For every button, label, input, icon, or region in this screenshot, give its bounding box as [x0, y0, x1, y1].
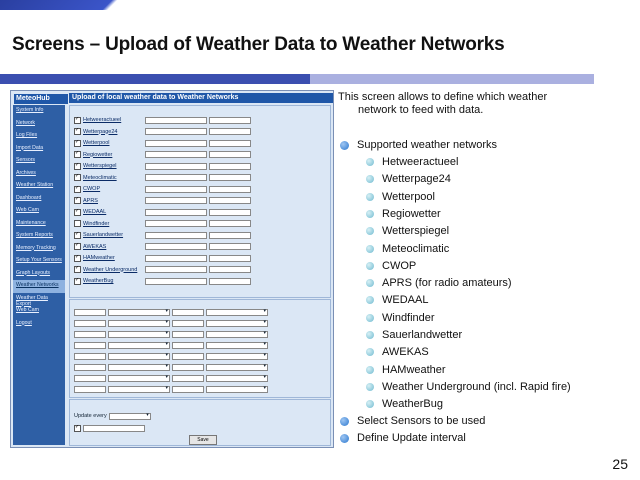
bullet-text: Define Update interval — [357, 432, 466, 444]
network-row — [74, 174, 326, 182]
nav-item[interactable]: Setup Your Sensors — [16, 257, 62, 263]
sub-bullet-item — [366, 242, 449, 256]
nav-item-active[interactable]: Weather Networks — [13, 280, 65, 293]
description-line-1: This screen allows to define which weather — [338, 91, 548, 103]
meteohub-heading: Upload of local weather data to Weather Networks — [69, 93, 334, 103]
network-name[interactable]: Meteoclimatic — [83, 174, 117, 181]
sub-bullet-text: Windfinder — [382, 311, 435, 324]
network-checkbox[interactable] — [74, 174, 81, 181]
sub-bullet-icon — [366, 158, 374, 166]
sensor-label-field — [74, 342, 106, 349]
network-password-field[interactable] — [209, 140, 251, 147]
network-checkbox[interactable] — [74, 243, 81, 250]
update-every-label: Update every — [74, 413, 107, 419]
network-id-field[interactable] — [145, 266, 207, 273]
network-name[interactable]: WEDAAL — [83, 209, 107, 215]
slide-title: Screens – Upload of Weather Data to Weather Networks — [12, 34, 505, 55]
network-checkbox[interactable] — [74, 278, 81, 285]
sensor-label-field — [172, 353, 204, 360]
sub-bullet-item — [366, 276, 512, 290]
sensor-label-field — [74, 364, 106, 371]
network-password-field[interactable] — [209, 266, 251, 273]
network-name[interactable]: Sauerlandwetter — [83, 232, 124, 238]
sensor-select[interactable] — [108, 320, 170, 327]
nav-item[interactable]: Log Files — [16, 132, 38, 138]
sensor-row — [74, 374, 326, 382]
sensor-select[interactable] — [206, 342, 268, 349]
sensor-label-field — [172, 386, 204, 393]
sensor-label-field — [172, 342, 204, 349]
sub-bullet-text: CWOP — [382, 259, 417, 272]
nav-item[interactable]: Web Cam — [16, 307, 39, 313]
network-name[interactable]: Hetweeractueel — [83, 117, 122, 123]
sub-bullet-text: Wetterpool — [382, 190, 435, 203]
sensor-select[interactable] — [206, 320, 268, 327]
network-row — [74, 185, 326, 193]
network-password-field[interactable] — [209, 232, 251, 239]
sensor-label-field — [74, 353, 106, 360]
meteohub-logo: MeteoHub — [14, 94, 68, 104]
network-checkbox[interactable] — [74, 128, 81, 135]
update-interval-select[interactable] — [109, 413, 151, 420]
nav-item[interactable]: Import Data — [16, 144, 44, 151]
network-row — [74, 231, 326, 239]
description-line-2: network to feed with data. — [358, 104, 484, 116]
sub-bullet-text: Meteoclimatic — [382, 242, 450, 255]
sub-bullet-item — [366, 259, 416, 273]
network-name[interactable]: Weather Underground — [83, 266, 138, 273]
sensor-select[interactable] — [108, 364, 170, 371]
sensor-select[interactable] — [108, 386, 170, 393]
network-password-field[interactable] — [209, 278, 251, 285]
sub-bullet-icon — [366, 279, 374, 287]
sensor-select[interactable] — [108, 353, 170, 360]
nav-item[interactable]: Logout — [16, 319, 32, 326]
network-row — [74, 208, 326, 216]
network-id-field[interactable] — [145, 197, 207, 204]
sensor-label-field — [74, 375, 106, 382]
sensor-label-field — [172, 320, 204, 327]
meteohub-screenshot — [10, 90, 334, 448]
sub-bullet-item — [366, 155, 458, 169]
network-row — [74, 266, 326, 274]
network-checkbox[interactable] — [74, 151, 81, 158]
description — [338, 91, 588, 117]
network-name[interactable]: Wetterpage24 — [83, 128, 118, 135]
sensor-label-field — [74, 331, 106, 338]
sensor-label-field — [172, 309, 204, 316]
title-bar-light — [310, 74, 594, 84]
network-name[interactable]: AWEKAS — [83, 243, 107, 250]
network-id-field[interactable] — [145, 117, 207, 124]
network-checkbox[interactable] — [74, 140, 81, 147]
network-row — [74, 254, 326, 262]
network-row — [74, 151, 326, 159]
nav-item[interactable]: Network — [16, 119, 36, 126]
sensor-select[interactable] — [108, 309, 170, 316]
network-checkbox[interactable] — [74, 197, 81, 204]
nav-item[interactable]: Web Cam — [16, 207, 39, 213]
sub-bullet-item — [366, 380, 571, 394]
sub-bullet-icon — [366, 366, 374, 374]
sensor-select[interactable] — [108, 375, 170, 382]
bullet-text: Supported weather networks — [357, 139, 498, 151]
sensor-label-field — [74, 309, 106, 316]
sub-bullet-text: WEDAAL — [382, 294, 429, 307]
network-id-field[interactable] — [145, 163, 207, 170]
network-id-field[interactable] — [145, 243, 207, 250]
sensor-select[interactable] — [206, 309, 268, 316]
network-name[interactable]: Windfinder — [83, 220, 110, 227]
meteohub-nav — [13, 105, 65, 445]
sub-bullet-text: Sauerlandwetter — [382, 329, 463, 341]
network-name[interactable]: HAMweather — [83, 255, 115, 261]
bullet-define-interval — [340, 431, 466, 445]
bullet-icon — [340, 141, 349, 150]
network-checkbox[interactable] — [74, 220, 81, 227]
sub-bullet-icon — [366, 348, 374, 356]
sensor-label-field — [74, 320, 106, 327]
network-checkbox[interactable] — [74, 232, 81, 239]
network-password-field[interactable] — [209, 117, 251, 124]
sub-bullet-item — [366, 328, 462, 342]
sub-bullet-text: HAMweather — [382, 363, 446, 376]
nav-item[interactable]: Weather Station — [16, 182, 54, 188]
network-password-field[interactable] — [209, 174, 251, 181]
network-password-field[interactable] — [209, 197, 251, 204]
sub-bullet-text: WeatherBug — [382, 398, 443, 411]
network-checkbox[interactable] — [74, 163, 81, 170]
network-name[interactable]: Regiowetter — [83, 151, 113, 158]
nav-item[interactable]: Memory Tracking — [16, 244, 56, 251]
sub-bullet-item — [366, 345, 429, 359]
network-row — [74, 243, 326, 251]
sensor-row — [74, 330, 326, 338]
network-row — [74, 220, 326, 228]
bullet-icon — [340, 434, 349, 443]
save-button[interactable]: Save — [189, 435, 217, 445]
sensor-select[interactable] — [108, 342, 170, 349]
network-name[interactable]: WeatherBug — [83, 278, 114, 284]
network-password-field[interactable] — [209, 243, 251, 250]
network-password-field[interactable] — [209, 220, 251, 227]
network-row — [74, 128, 326, 136]
nav-item[interactable]: Archives — [16, 169, 36, 176]
network-name[interactable]: CWOP — [83, 186, 101, 192]
interval-checkbox[interactable] — [74, 425, 81, 432]
sub-bullet-text: Wetterspiegel — [382, 225, 450, 238]
bullet-select-sensors — [340, 414, 485, 428]
sub-bullet-text: Wetterpage24 — [382, 173, 451, 186]
sub-bullet-icon — [366, 314, 374, 322]
sub-bullet-item — [366, 207, 441, 221]
network-id-field[interactable] — [145, 140, 207, 147]
network-password-field[interactable] — [209, 255, 251, 262]
sensor-row — [74, 341, 326, 349]
network-id-field[interactable] — [145, 186, 207, 193]
sensor-select[interactable] — [206, 375, 268, 382]
network-password-field[interactable] — [209, 151, 251, 158]
network-name[interactable]: Wetterpool — [83, 140, 110, 146]
sensor-select[interactable] — [206, 353, 268, 360]
sub-bullet-icon — [366, 245, 374, 253]
sub-bullet-icon — [366, 400, 374, 408]
sub-bullet-icon — [366, 227, 374, 235]
network-checkbox[interactable] — [74, 255, 81, 262]
page-number: 25 — [612, 456, 628, 472]
sub-bullet-item — [366, 224, 449, 238]
sensor-select[interactable] — [108, 331, 170, 338]
networks-panel — [69, 105, 331, 298]
network-password-field[interactable] — [209, 163, 251, 170]
network-row — [74, 116, 326, 124]
sub-bullet-icon — [366, 175, 374, 183]
nav-item[interactable]: Graph Layouts — [16, 269, 51, 276]
network-row — [74, 197, 326, 205]
network-checkbox[interactable] — [74, 186, 81, 193]
sensors-panel — [69, 299, 331, 398]
sensor-select[interactable] — [206, 364, 268, 371]
sensor-label-field — [172, 375, 204, 382]
sub-bullet-icon — [366, 193, 374, 201]
sub-bullet-text: APRS (for radio amateurs) — [382, 277, 512, 290]
sensor-row — [74, 352, 326, 360]
network-row — [74, 162, 326, 170]
sub-bullet-icon — [366, 331, 374, 339]
network-checkbox[interactable] — [74, 209, 81, 216]
bullet-icon — [340, 417, 349, 426]
network-id-field[interactable] — [145, 128, 207, 135]
network-row — [74, 277, 326, 285]
sensor-row — [74, 385, 326, 393]
sensor-label-field — [172, 331, 204, 338]
network-checkbox[interactable] — [74, 117, 81, 124]
network-name[interactable]: APRS — [83, 197, 98, 204]
sub-bullet-text: AWEKAS — [382, 346, 429, 359]
nav-item[interactable]: Weather Data Export — [16, 294, 48, 307]
network-password-field[interactable] — [209, 209, 251, 216]
nav-item[interactable]: Dashboard — [16, 194, 42, 201]
bullet-text: Select Sensors to be used — [357, 415, 486, 427]
bullet-supported — [340, 138, 497, 152]
sub-bullet-text: Hetweeractueel — [382, 156, 459, 168]
sub-bullet-item — [366, 311, 435, 325]
network-id-field[interactable] — [145, 220, 207, 227]
sub-bullet-item — [366, 363, 446, 377]
sensor-row — [74, 308, 326, 316]
network-name[interactable]: Wetterspiegel — [83, 163, 117, 169]
nav-item[interactable]: System Reports — [16, 232, 53, 238]
sub-bullet-text: Regiowetter — [382, 207, 441, 220]
network-id-field[interactable] — [145, 255, 207, 262]
sensor-row — [74, 363, 326, 371]
interval-option-field — [83, 425, 145, 432]
nav-item[interactable]: System Info — [16, 107, 44, 113]
nav-item[interactable]: Maintenance — [16, 219, 46, 226]
sub-bullet-item — [366, 172, 451, 186]
sub-bullet-icon — [366, 262, 374, 270]
sub-bullet-icon — [366, 210, 374, 218]
network-id-field[interactable] — [145, 209, 207, 216]
sensor-select[interactable] — [206, 331, 268, 338]
title-bar-dark — [0, 74, 310, 84]
network-id-field[interactable] — [145, 174, 207, 181]
sensor-row — [74, 319, 326, 327]
sensor-label-field — [172, 364, 204, 371]
sub-bullet-icon — [366, 383, 374, 391]
sub-bullet-item — [366, 190, 435, 204]
network-password-field[interactable] — [209, 128, 251, 135]
sub-bullet-item — [366, 293, 428, 307]
network-checkbox[interactable] — [74, 266, 81, 273]
sensor-select[interactable] — [206, 386, 268, 393]
network-password-field[interactable] — [209, 186, 251, 193]
network-id-field[interactable] — [145, 278, 207, 285]
sensor-label-field — [74, 386, 106, 393]
sub-bullet-item — [366, 397, 443, 411]
nav-item[interactable]: Sensors — [16, 157, 36, 163]
sub-bullet-icon — [366, 296, 374, 304]
network-row — [74, 139, 326, 147]
network-id-field[interactable] — [145, 151, 207, 158]
sub-bullet-text: Weather Underground (incl. Rapid fire) — [382, 380, 571, 393]
network-id-field[interactable] — [145, 232, 207, 239]
